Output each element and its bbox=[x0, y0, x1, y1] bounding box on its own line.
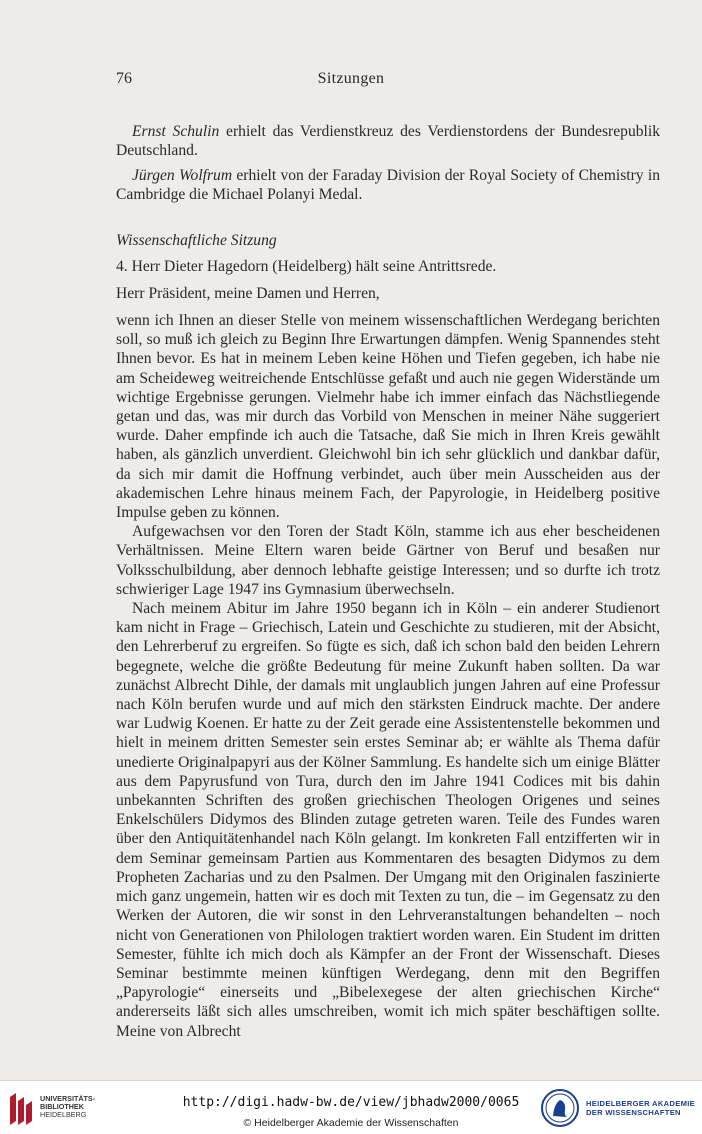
agenda-item: 4. Herr Dieter Hagedorn (Heidelberg) hält seine Antrittsrede. bbox=[116, 258, 497, 275]
award-text: erhielt von der Faraday Division der Royal Society of Chemistry in Cambridge die Michael Polanyi Medal. bbox=[116, 167, 660, 204]
speech-body bbox=[116, 311, 660, 1041]
award-entry bbox=[116, 166, 660, 204]
university-library-name: UNIVERSITÄTS- BIBLIOTHEK HEIDELBERG bbox=[40, 1094, 96, 1119]
award-entry bbox=[116, 122, 660, 160]
academy-seal-icon bbox=[540, 1088, 580, 1128]
copyright-notice: © Heidelberger Akademie der Wissenschaften bbox=[243, 1117, 459, 1129]
academy-name: HEIDELBERGER AKADEMIE DER WISSENSCHAFTEN bbox=[586, 1099, 695, 1117]
viewer-footer bbox=[0, 1080, 702, 1134]
award-recipient: Jürgen Wolfrum bbox=[132, 167, 233, 184]
salutation: Herr Präsident, meine Damen und Herren, bbox=[116, 285, 380, 302]
award-recipient: Ernst Schulin bbox=[132, 123, 220, 140]
award-text: erhielt das Verdienstkreuz des Verdienstordens der Bundesrepublik Deutschland. bbox=[116, 123, 660, 160]
section-title: Wissenschaftliche Sitzung bbox=[116, 232, 277, 249]
permalink-url[interactable]: http://digi.hadw-bw.de/view/jbhadw2000/0065 bbox=[182, 1095, 520, 1110]
paragraph: Nach meinem Abitur im Jahre 1950 begann ich in Köln – ein anderer Studienort kam nicht in Frage – Griechisch, Latein und Geschichte zu studieren, mit der Absicht, den Lehrerberuf zu ergreifen. So fügte es sich, daß ich schon bald den beiden Lehrern begegnete, welche die größte Bedeutung für meine Zukunft haben sollten. Da war zunächst Albrecht Dihle, der damals mit unglaublich jungen Jahren auf eine Professur nach Köln berufen wurde und auf mich den stärksten Eindruck machte. Der andere war Ludwig Koenen. Er hatte zu der Zeit gerade eine Assistentenstelle bekommen und hielt in meinem dritten Semester sein erstes Seminar ab; er wählte als Thema dafür unedierte Originalpapyri aus der Kölner Sammlung. Es handelte sich um einige Blätter aus dem Papyrusfund von Tura, durch den im Jahre 1941 Codices mit bis dahin unbekannten Schriften des großen griechischen Theologen Origenes und seines Enkelschülers Didymos des Blinden zutage getreten waren. Teile des Fundes waren über den Antiquitätenhandel nach Köln gelangt. Im konkreten Fall entzifferten wir in dem Seminar gemeinsam Partien aus Kommentaren des besagten Didymos zu dem Propheten Zacharias und zu den Psalmen. Der Umgang mit den Originalen faszinierte mich ganz ungemein, hatten wir es doch mit Texten zu tun, die – im Gegensatz zu den Werken der Autoren, die wir sonst in den Lehrveranstaltungen behandelten – noch nicht von Generationen von Philologen traktiert worden waren. Ein Student im dritten Semester, fühlte ich mich doch als Kämpfer an der Front der Wissenschaft. Dieses Seminar bestimmte meinen künftigen Werdegang, denn mit den Begriffen „Papyrologie“ einerseits und „Bibelexegese der alten griechischen Kirche“ andererseits läßt sich alles umschreiben, womit ich mich später beschäftigen sollte. Meine von Albrecht bbox=[116, 600, 660, 1040]
running-title: Sitzungen bbox=[317, 70, 385, 87]
paragraph: Aufgewachsen vor den Toren der Stadt Köln, stamme ich aus eher bescheidenen Verhältnissen. Meine Eltern waren beide Gärtner von Beruf und besaßen nur Volksschulbildung, aber dennoch lebhafte geistige Interessen; und so durfte ich trotz schwieriger Lage 1947 ins Gymnasium überwechseln. bbox=[116, 523, 660, 598]
paragraph: wenn ich Ihnen an dieser Stelle von meinem wissenschaftlichen Werdegang berichten soll, so muß ich gleich zu Beginn Ihre Erwartungen dämpfen. Wenig Spannendes steht Ihnen bevor. Es hat in meinem Leben keine Höhen und Tiefen gegeben, ich habe nie am Scheideweg weitreichende Entschlüsse gefaßt und auch nie gegen Widerstände um wichtige Ergebnisse gerungen. Vielmehr habe ich immer einfach das Nächstliegende getan und das, was mir durch das Vorbild von Menschen in meiner Nähe suggeriert wurde. Daher empfinde ich auch die Tatsache, daß Sie mich in Ihren Kreis gewählt haben, als gänzlich unverdient. Gleichwohl bin ich sehr glücklich und dankbar dafür, da sich mir damit die Hoffnung verbindet, auch über mein Ausscheiden aus der akademischen Lehre hinaus meinem Fach, der Papyrologie, in Heidelberg positive Impulse geben zu können. bbox=[116, 312, 660, 522]
page-number: 76 bbox=[116, 70, 132, 87]
